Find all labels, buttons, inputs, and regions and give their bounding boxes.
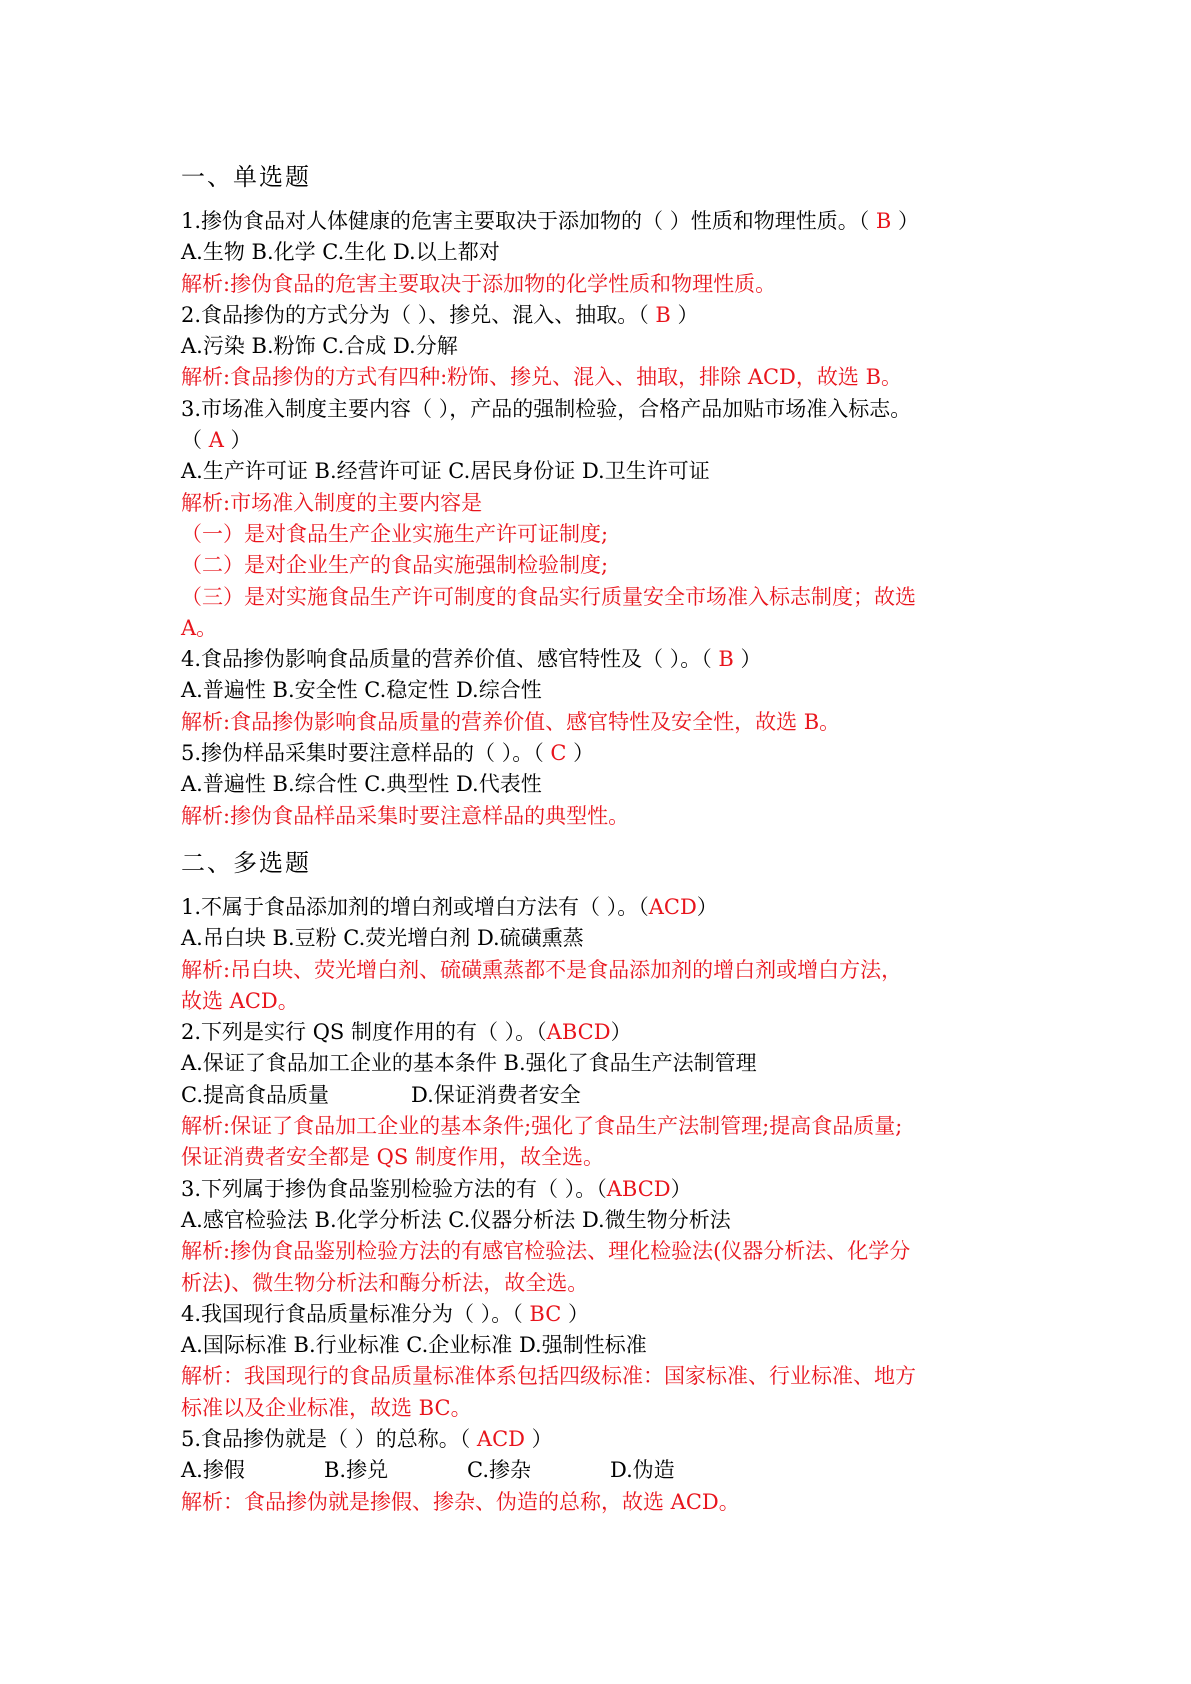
bracket-close: ）	[531, 1426, 553, 1451]
section-title-single-choice: 一、单选题	[181, 163, 311, 191]
stem-text: 1.不属于食品添加剂的增白剂或增白方法有（ ）。（	[181, 894, 649, 919]
question-analysis: （二）是对企业生产的食品实施强制检验制度;	[181, 553, 609, 578]
stem-text: 5.掺伪样品采集时要注意样品的（ ）。（	[181, 741, 544, 766]
question-options: A.生产许可证 B.经营许可证 C.居民身份证 D.卫生许可证	[181, 459, 710, 484]
question-options: A.吊白块 B.豆粉 C.荧光增白剂 D.硫磺熏蒸	[181, 926, 584, 951]
question-analysis: （三）是对实施食品生产许可制度的食品实行质量安全市场准入标志制度；故选	[181, 584, 916, 609]
bracket-close: ）	[230, 428, 252, 453]
answer: A	[208, 428, 224, 453]
question-analysis: 解析:掺伪食品的危害主要取决于添加物的化学性质和物理性质。	[181, 271, 777, 296]
question-options: A.污染 B.粉饰 C.合成 D.分解	[181, 334, 458, 359]
question-analysis: 析法)、微生物分析法和酶分析法，故全选。	[181, 1270, 589, 1295]
question-analysis: 标准以及企业标准，故选 BC。	[181, 1395, 472, 1420]
question-analysis: （一）是对食品生产企业实施生产许可证制度;	[181, 521, 609, 546]
question-options: A.生物 B.化学 C.生化 D.以上都对	[181, 240, 500, 265]
answer: ABCD	[546, 1020, 611, 1045]
answer: ACD	[476, 1426, 525, 1451]
question-analysis: 解析:保证了食品加工企业的基本条件;强化了食品生产法制管理;提高食品质量;	[181, 1114, 903, 1139]
bracket-close: ）	[573, 741, 595, 766]
question-stem	[181, 206, 1031, 237]
question-answer-line	[181, 425, 1031, 456]
question-options	[181, 1080, 1031, 1111]
option-d: D.保证消费者安全	[411, 1082, 581, 1107]
answer: BC	[529, 1301, 562, 1326]
answer: ACD	[648, 894, 697, 919]
question-analysis: 解析：我国现行的食品质量标准体系包括四级标准：国家标准、行业标准、地方	[181, 1364, 916, 1389]
question-stem	[181, 1017, 1031, 1048]
question-options: A.普遍性 B.综合性 C.典型性 D.代表性	[181, 772, 542, 797]
question-analysis: 解析:食品掺伪影响食品质量的营养价值、感官特性及安全性，故选 B。	[181, 709, 841, 734]
stem-text: 2.下列是实行 QS 制度作用的有（ ）。（	[181, 1020, 547, 1045]
question-options: A.普遍性 B.安全性 C.稳定性 D.综合性	[181, 678, 542, 703]
stem-text: 3.下列属于掺伪食品鉴别检验方法的有（ ）。（	[181, 1176, 607, 1201]
bracket-close: ）	[610, 1020, 632, 1045]
question-options	[181, 1455, 1031, 1486]
question-analysis: 故选 ACD。	[181, 988, 299, 1013]
stem-text: 5.食品掺伪就是（ ）的总称。（	[181, 1426, 471, 1451]
answer: B	[875, 209, 892, 233]
section-title-multiple-choice: 二、多选题	[181, 848, 311, 877]
stem-text: 4.食品掺伪影响食品质量的营养价值、感官特性及（ ）。（	[181, 647, 712, 672]
stem-text: 4.我国现行食品质量标准分为（ ）。（	[181, 1301, 523, 1326]
answer: ABCD	[606, 1176, 671, 1201]
bracket-open: （	[181, 428, 202, 453]
option-c: C.掺杂	[467, 1458, 531, 1483]
question-stem: 3.市场准入制度主要内容（ ），产品的强制检验，合格产品加贴市场准入标志。	[181, 396, 912, 421]
question-stem	[181, 892, 1031, 923]
question-stem	[181, 644, 1031, 675]
question-analysis: 解析:食品掺伪的方式有四种:粉饰、掺兑、混入、抽取，排除 ACD，故选 B。	[181, 365, 903, 390]
answer: B	[718, 647, 734, 672]
bracket-close: ）	[740, 647, 762, 672]
question-stem	[181, 300, 1031, 331]
stem-text: 2.食品掺伪的方式分为（ ）、掺兑、混入、抽取。（	[181, 302, 649, 327]
stem-text: 1.掺伪食品对人体健康的危害主要取决于添加物的（ ）性质和物理性质。（	[181, 209, 870, 233]
option-b: B.掺兑	[324, 1458, 389, 1483]
bracket-close: ）	[696, 894, 718, 919]
option-d: D.伪造	[610, 1458, 675, 1483]
question-analysis: A。	[181, 615, 218, 640]
answer: C	[550, 741, 567, 766]
question-stem	[181, 1299, 1031, 1330]
bracket-close: ）	[677, 302, 699, 327]
question-analysis: 解析:吊白块、荧光增白剂、硫磺熏蒸都不是食品添加剂的增白剂或增白方法，	[181, 957, 903, 982]
question-stem	[181, 738, 1031, 769]
option-a: A.掺假	[181, 1458, 245, 1483]
bracket-close: ）	[567, 1301, 589, 1326]
question-analysis: 解析:市场准入制度的主要内容是	[181, 490, 483, 515]
question-stem	[181, 1424, 1031, 1455]
question-analysis: 解析:掺伪食品样品采集时要注意样品的典型性。	[181, 803, 630, 828]
question-analysis: 解析:掺伪食品鉴别检验方法的有感官检验法、理化检验法(仪器分析法、化学分	[181, 1239, 911, 1264]
answer: B	[655, 302, 671, 327]
question-analysis: 解析：食品掺伪就是掺假、掺杂、伪造的总称，故选 ACD。	[181, 1489, 740, 1514]
question-options: A.国际标准 B.行业标准 C.企业标准 D.强制性标准	[181, 1333, 647, 1358]
option-c: C.提高食品质量	[181, 1082, 329, 1107]
question-stem	[181, 1174, 1031, 1205]
bracket-close: ）	[898, 209, 920, 233]
question-analysis: 保证消费者安全都是 QS 制度作用，故全选。	[181, 1145, 604, 1170]
question-options: A.感官检验法 B.化学分析法 C.仪器分析法 D.微生物分析法	[181, 1207, 731, 1232]
question-options: A.保证了食品加工企业的基本条件 B.强化了食品生产法制管理	[181, 1051, 757, 1076]
bracket-close: ）	[670, 1176, 692, 1201]
